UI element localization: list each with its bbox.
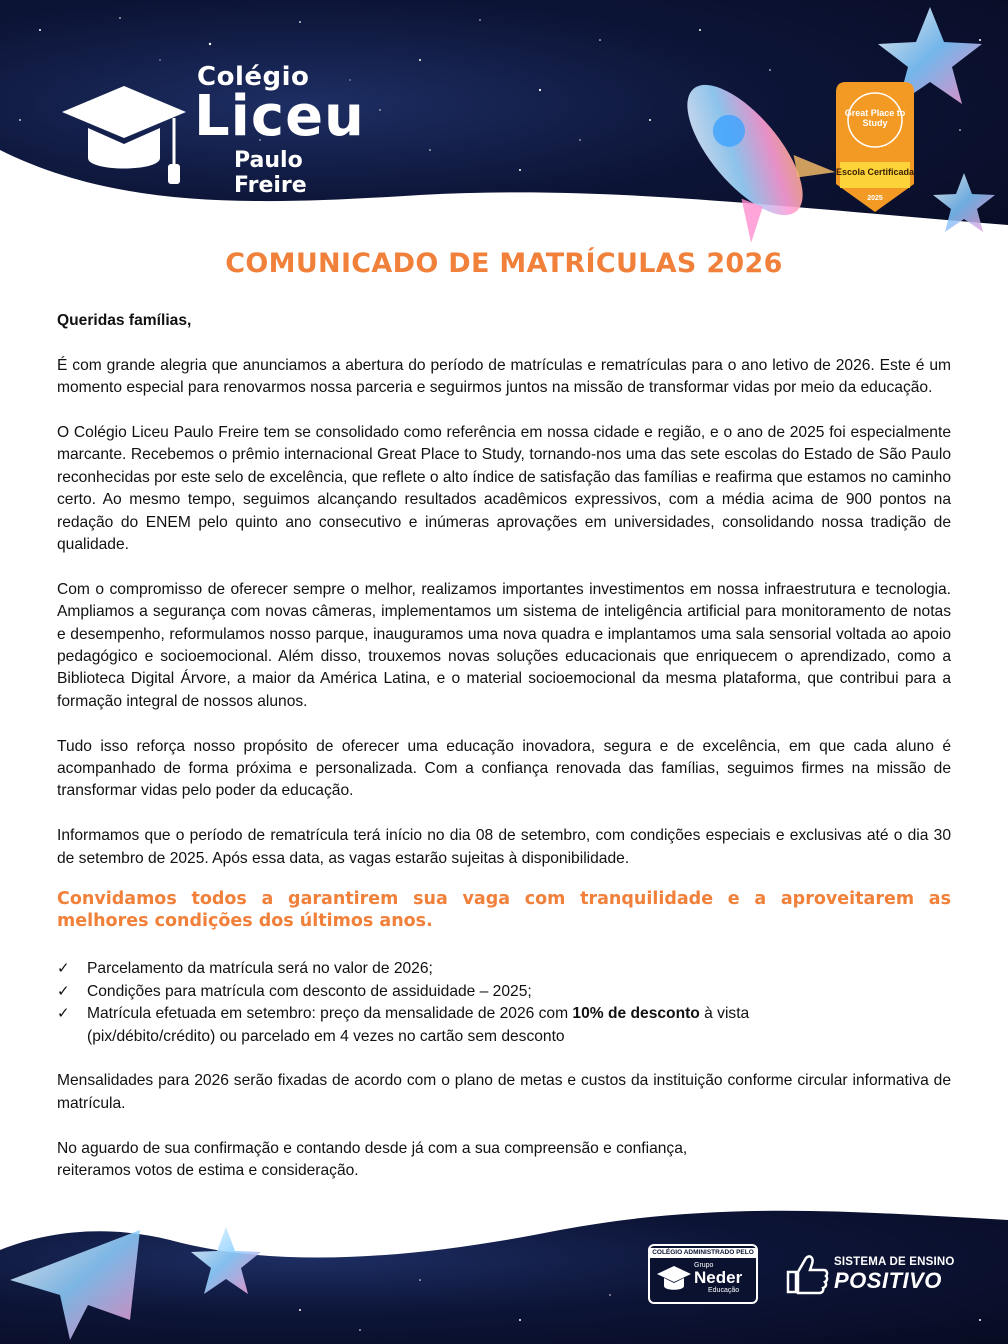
neder-caption: COLÉGIO ADMINISTRADO PELO xyxy=(650,1248,756,1258)
checklist-item xyxy=(57,1003,951,1048)
highlight-callout: Convidamos todos a garantirem sua vaga com tranquilidade e a aproveitarem as melhores condições dos últimos anos. xyxy=(57,889,951,932)
graduation-cap-icon xyxy=(62,80,192,190)
discount-text: 10% de desconto xyxy=(572,1005,700,1023)
checklist-item xyxy=(57,981,951,1003)
neder-grupo: Grupo xyxy=(694,1262,714,1269)
checklist-item-text: Condições para matrícula com desconto de assiduidade – 2025; xyxy=(87,982,532,1000)
check-icon: ✓ xyxy=(57,982,70,1000)
rocket-illustration xyxy=(650,55,840,245)
check-icon: ✓ xyxy=(57,960,70,978)
paragraph: O Colégio Liceu Paulo Freire tem se consolidado como referência em nossa cidade e região, e o ano de 2025 foi especialmente marcante. Recebemos o prêmio internacional Great Place to Study, tornando-nos uma das sete escolas do Estado de São Paulo reconhecidas por este selo de excelência, que reflete o alto índice de satisfação das famílias e reafirma que estamos no caminho certo. Ao mesmo tempo, seguimos alcançando resultados acadêmicos expressivos, com a média acima de 900 pontos na redação do ENEM pelo quinto ano consecutivo e inúmeras aprovações em universidades, consolidando nossa tradição de qualidade. xyxy=(57,424,951,554)
check-icon: ✓ xyxy=(57,1005,70,1023)
graduation-cap-icon xyxy=(656,1264,692,1294)
star-icon xyxy=(928,170,1000,236)
neder-educacao: Educação xyxy=(708,1287,740,1294)
checklist-item-text: à vista xyxy=(699,1005,750,1023)
benefits-checklist xyxy=(57,958,951,1048)
great-place-to-study-badge xyxy=(832,80,918,214)
checklist-item-text: Parcelamento da matrícula será no valor de 2026; xyxy=(87,960,433,978)
badge-title: Great Place to Study xyxy=(844,108,906,128)
closing-line: reiteramos votos de estima e consideração. xyxy=(57,1162,359,1180)
badge-shield-icon xyxy=(832,80,918,214)
letter-body xyxy=(57,310,951,1205)
positivo-name: POSITIVO xyxy=(834,1268,942,1293)
star-icon xyxy=(186,1224,266,1298)
grupo-neder-logo xyxy=(648,1244,758,1304)
badge-certified: Escola Certificada xyxy=(835,167,915,177)
closing-line: No aguardo de sua confirmação e contando desde já com a sua compreensão e confiança, xyxy=(57,1139,688,1157)
logo-liceu: Liceu xyxy=(194,84,365,149)
positivo-caption: SISTEMA DE ENSINO xyxy=(834,1256,955,1268)
paragraph: Com o compromisso de oferecer sempre o melhor, realizamos importantes investimentos em nossa infraestrutura e tecnologia. Ampliamos a segurança com novas câmeras, implementamos um sistema de inteligência artificial para monitoramento de notas e desempenho, reformulamos nosso parque, inauguramos uma nova quadra e implantamos uma sala sensorial voltada ao apoio pedagógico e socioemocional. Além disso, trouxemos novas soluções educacionais que enriquecem o aprendizado, como a Biblioteca Digital Árvore, a maior da América Latina, e o material socioemocional da mesma plataforma, que contribui para a formação integral de nossos alunos. xyxy=(57,580,951,710)
logo-paulo-freire: Paulo Freire xyxy=(234,148,307,198)
badge-year: 2025 xyxy=(867,195,883,202)
paragraph: É com grande alegria que anunciamos a abertura do período de matrículas e rematrículas para o ano letivo de 2026. Este é um momento especial para renovarmos nossa parceria e seguirmos juntos na missão de transformar vidas por meio da educação. xyxy=(57,356,951,397)
checklist-item-text: Matrícula efetuada em setembro: preço da mensalidade de 2026 com xyxy=(87,1005,573,1023)
thumbs-up-icon xyxy=(780,1250,830,1296)
checklist-item-text: (pix/débito/crédito) ou parcelado em 4 vezes no cartão sem desconto xyxy=(87,1027,565,1045)
greeting: Queridas famílias, xyxy=(57,312,192,329)
page-title: COMUNICADO DE MATRÍCULAS 2026 xyxy=(225,248,783,279)
header-banner xyxy=(0,0,1008,260)
paper-plane-illustration xyxy=(0,1210,180,1344)
logo-colegio: Colégio xyxy=(197,62,310,92)
neder-name: Neder xyxy=(694,1268,743,1287)
paragraph: Informamos que o período de rematrícula terá início no dia 08 de setembro, com condições especiais e exclusivas até o dia 30 de setembro de 2025. Após essa data, as vagas estarão sujeitas à disponibilidade. xyxy=(57,827,951,867)
school-logo xyxy=(62,62,382,198)
checklist-item xyxy=(57,958,951,980)
paragraph: Tudo isso reforça nosso propósito de oferecer uma educação inovadora, segura e de excelência, em que cada aluno é acompanhado de forma próxima e personalizada. Com a confiança renovada das famílias, seguimos firmes na missão de transformar vidas pelo poder da educação. xyxy=(57,737,951,800)
positivo-logo xyxy=(780,1250,960,1296)
paragraph: Mensalidades para 2026 serão fixadas de acordo com o plano de metas e custos da instituição conforme circular informativa de matrícula. xyxy=(57,1072,951,1112)
closing xyxy=(57,1138,951,1183)
